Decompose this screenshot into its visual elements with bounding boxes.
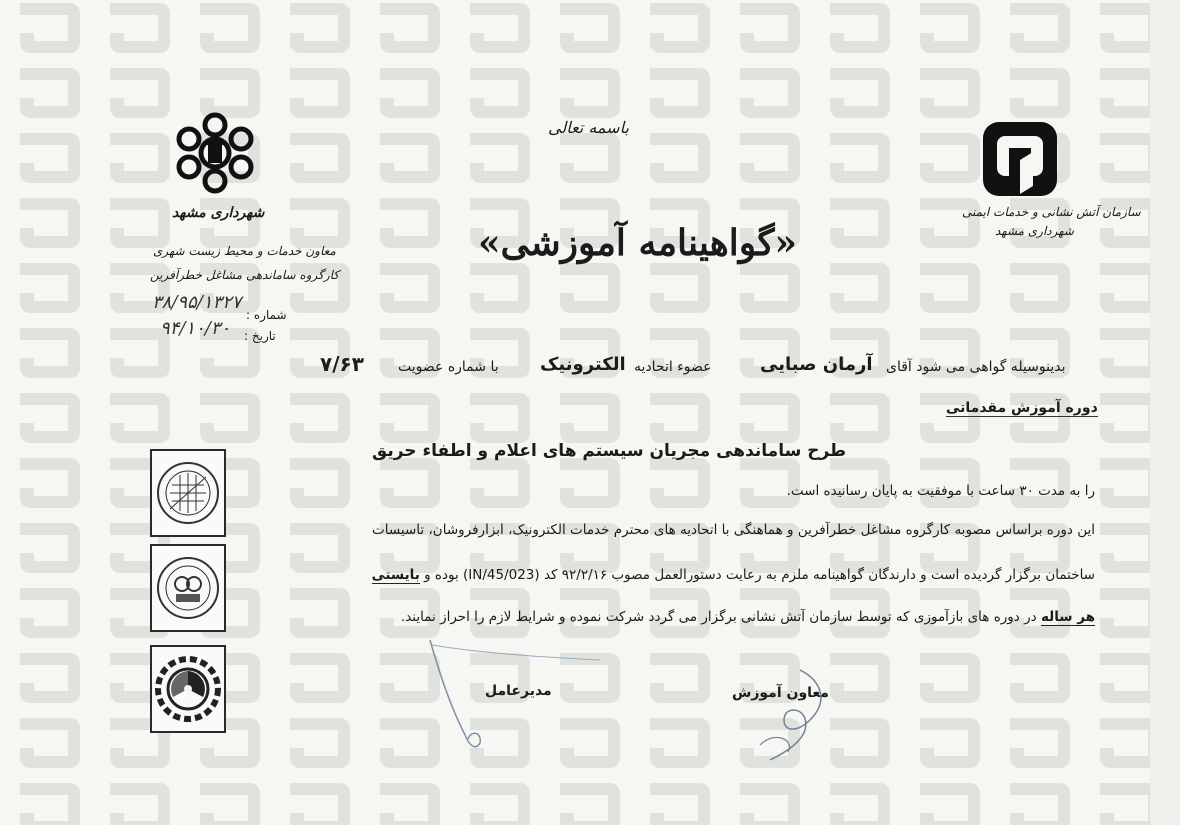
manager-signature-scribble — [420, 635, 620, 765]
date-value: ۹۴/۱۰/۳۰ — [160, 318, 231, 339]
deputy-signature-label: معاون آموزش — [732, 685, 829, 701]
union-label: عضوء اتحادیه — [634, 359, 712, 375]
date-label: تاریخ : — [244, 329, 276, 343]
certificate-title: «گواهینامه آموزشی» — [478, 222, 797, 264]
certify-prefix: بدینوسیله گواهی می شود آقای — [886, 359, 1066, 375]
deputy-signature-scribble — [740, 660, 850, 770]
municipality-deputy: معاون خدمات و محیط زیست شهری — [153, 244, 336, 258]
membership-number: ۷/۶۳ — [320, 352, 364, 376]
fire-org-name: سازمان آتش نشانی و خدمات ایمنی — [962, 205, 1141, 219]
course-title: طرح ساماندهی مجریان سیستم های اعلام و اطفاء حریق — [372, 441, 847, 461]
holder-name: آرمان صبایی — [760, 354, 873, 375]
union-stamp-2 — [150, 544, 226, 632]
fire-org-city: شهرداری مشهد — [995, 224, 1074, 238]
body-line-4-text: در دوره های بازآموزی که توسط سازمان آتش نشانی برگزار می گردد شرکت نموده و شرایط لازم را احراز نمایند. — [400, 609, 1037, 625]
invocation-text: باسمه تعالی — [548, 118, 629, 137]
municipality-name: شهرداری مشهد — [172, 205, 265, 221]
body-line-2: این دوره براساس مصوبه کارگروه مشاغل خطرآفرین و هماهنگی با اتحادیه های محترم خدمات الکترونیک، ابزارفروشان، تاسیسات — [372, 522, 1095, 538]
membership-label: با شماره عضویت — [398, 359, 499, 375]
body-emphasis-yearly: هر ساله — [1040, 609, 1095, 625]
body-line-4 — [401, 609, 1095, 625]
union-name: الکترونیک — [540, 354, 626, 375]
body-line-3 — [372, 567, 1095, 583]
hazard-jobs-group: کارگروه ساماندهی مشاغل خطرآفرین — [150, 268, 339, 282]
body-line-3-text: ساختمان برگزار گردیده است و دارندگان گواهینامه ملزم به رعایت دستورالعمل مصوب ۹۲/۲/۱۶ کد (IN/45/023) بوده و — [424, 567, 1095, 583]
municipality-logo — [170, 105, 260, 200]
union-stamp-3 — [150, 645, 226, 733]
number-value: ۳۸/۹۵/۱۳۲۷ — [152, 292, 242, 313]
course-type: دوره آموزش مقدماتی — [946, 400, 1098, 416]
fire-organization-logo — [983, 122, 1057, 196]
body-emphasis-must: بایستی — [371, 567, 420, 583]
number-label: شماره : — [246, 308, 287, 322]
union-stamp-1 — [150, 449, 226, 537]
manager-signature-label: مدیرعامل — [485, 683, 552, 699]
body-line-1: را به مدت ۳۰ ساعت با موفقیت به پایان رسانیده است. — [786, 483, 1095, 499]
